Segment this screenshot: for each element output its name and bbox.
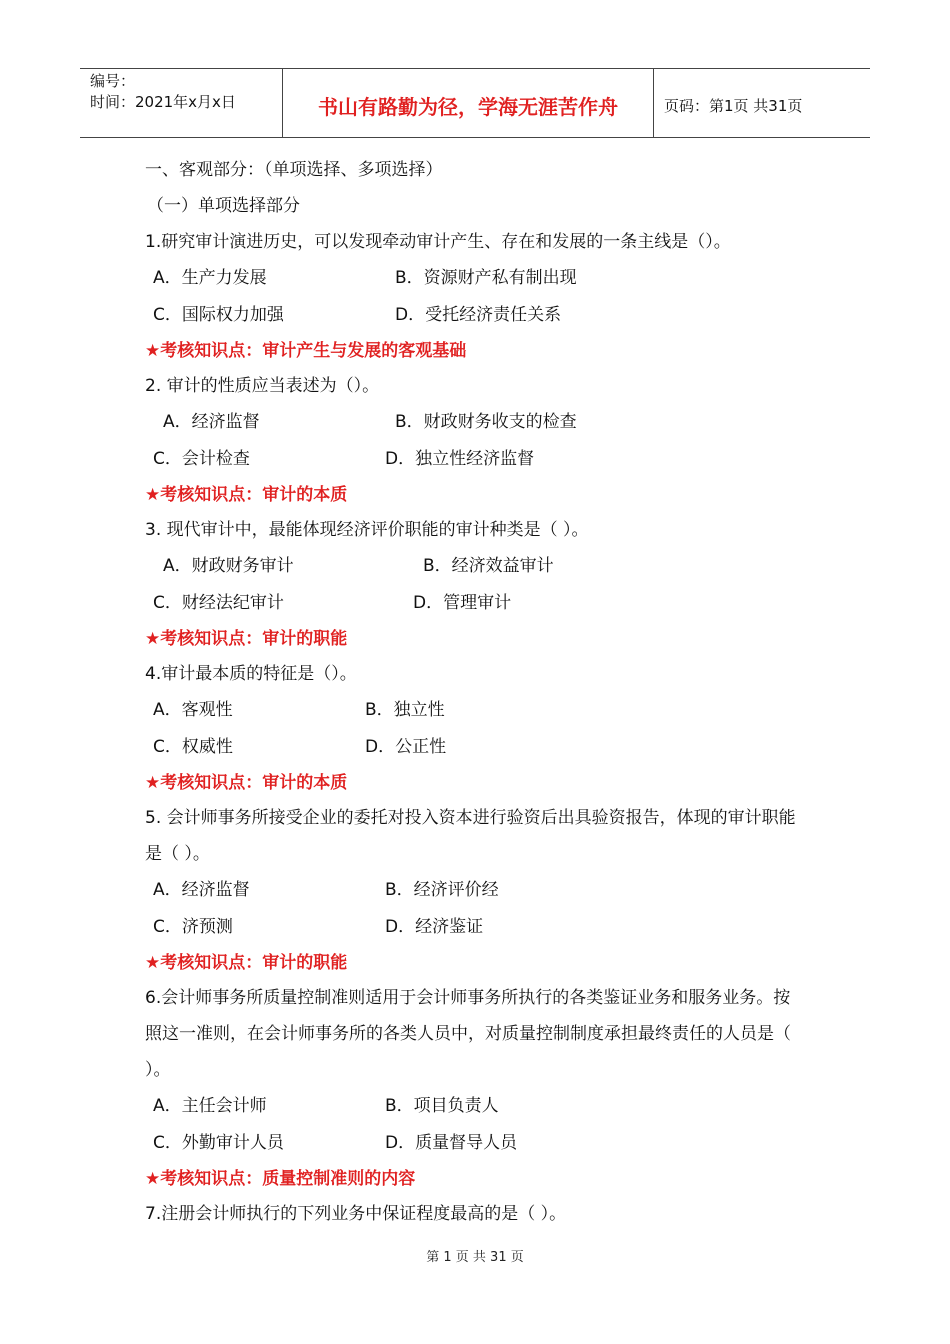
options-row xyxy=(145,1125,815,1162)
options-row xyxy=(145,729,815,766)
option-d: D．独立性经济监督 xyxy=(385,449,535,469)
options-row xyxy=(145,692,815,729)
question-text: 1.研究审计演进历史，可以发现牵动审计产生、存在和发展的一条主线是（）。 xyxy=(145,232,731,252)
page-info: 页码：第1页 共31页 xyxy=(664,96,803,115)
options-row xyxy=(145,909,815,946)
option-a: A．生产力发展 xyxy=(153,268,267,288)
option-a: A．财政财务审计 xyxy=(163,556,294,576)
option-b: B．财政财务收支的检查 xyxy=(395,412,577,432)
subsection-title: （一）单项选择部分 xyxy=(147,196,300,216)
options-row xyxy=(145,404,815,441)
question-text: 2. 审计的性质应当表述为（）。 xyxy=(145,376,380,396)
options-row xyxy=(145,1088,815,1125)
options-row xyxy=(145,441,815,478)
option-c: C．权威性 xyxy=(153,737,233,757)
question-text: 5. 会计师事务所接受企业的委托对投入资本进行验资后出具验资报告，体现的审计职能是（ ）。 xyxy=(145,808,796,864)
option-d: D．经济鉴证 xyxy=(385,917,484,937)
option-a: A．经济监督 xyxy=(163,412,260,432)
option-c: C．济预测 xyxy=(153,917,233,937)
question-text: 3. 现代审计中，最能体现经济评价职能的审计种类是（ ）。 xyxy=(145,520,589,540)
option-b: B．经济效益审计 xyxy=(423,556,554,576)
page-footer: 第 1 页 共 31 页 xyxy=(426,1250,524,1265)
knowledge-point: ★考核知识点：审计的职能 xyxy=(145,629,348,649)
knowledge-point: ★考核知识点：审计产生与发展的客观基础 xyxy=(145,341,467,361)
question-text: 6.会计师事务所质量控制准则适用于会计师事务所执行的各类鉴证业务和服务业务。按照这一准则，在会计师事务所的各类人员中，对质量控制制度承担最终责任的人员是（ ）。 xyxy=(145,988,791,1080)
option-a: A．经济监督 xyxy=(153,880,250,900)
options-row xyxy=(145,297,815,334)
option-d: D．质量督导人员 xyxy=(385,1133,518,1153)
option-c: C．外勤审计人员 xyxy=(153,1133,284,1153)
option-d: D．管理审计 xyxy=(413,593,512,613)
knowledge-point: ★考核知识点：审计的职能 xyxy=(145,953,348,973)
options-row xyxy=(145,872,815,909)
option-a: A．主任会计师 xyxy=(153,1096,267,1116)
options-row xyxy=(145,585,815,622)
option-c: C．会计检查 xyxy=(153,449,250,469)
option-d: D．受托经济责任关系 xyxy=(395,305,562,325)
options-row xyxy=(145,260,815,297)
number-label: 编号： xyxy=(90,72,136,90)
time-label: 时间：2021年x月x日 xyxy=(90,93,236,111)
document-body xyxy=(145,152,815,1232)
question-text: 4.审计最本质的特征是（）。 xyxy=(145,664,357,684)
option-b: B．经济评价经 xyxy=(385,880,499,900)
section-title: 一、客观部分：（单项选择、多项选择） xyxy=(145,160,443,180)
option-c: C．财经法纪审计 xyxy=(153,593,284,613)
option-b: B．资源财产私有制出现 xyxy=(395,268,577,288)
option-b: B．独立性 xyxy=(365,700,445,720)
option-a: A．客观性 xyxy=(153,700,233,720)
option-b: B．项目负责人 xyxy=(385,1096,499,1116)
question-text: 7.注册会计师执行的下列业务中保证程度最高的是（ ）。 xyxy=(145,1204,567,1224)
motto: 书山有路勤为径，学海无涯苦作舟 xyxy=(283,69,654,137)
knowledge-point: ★考核知识点：质量控制准则的内容 xyxy=(145,1169,416,1189)
options-row xyxy=(145,548,815,585)
knowledge-point: ★考核知识点：审计的本质 xyxy=(145,485,348,505)
option-d: D．公正性 xyxy=(365,737,447,757)
knowledge-point: ★考核知识点：审计的本质 xyxy=(145,773,348,793)
page-header xyxy=(80,68,870,138)
header-left-cell xyxy=(80,69,283,137)
option-c: C．国际权力加强 xyxy=(153,305,284,325)
